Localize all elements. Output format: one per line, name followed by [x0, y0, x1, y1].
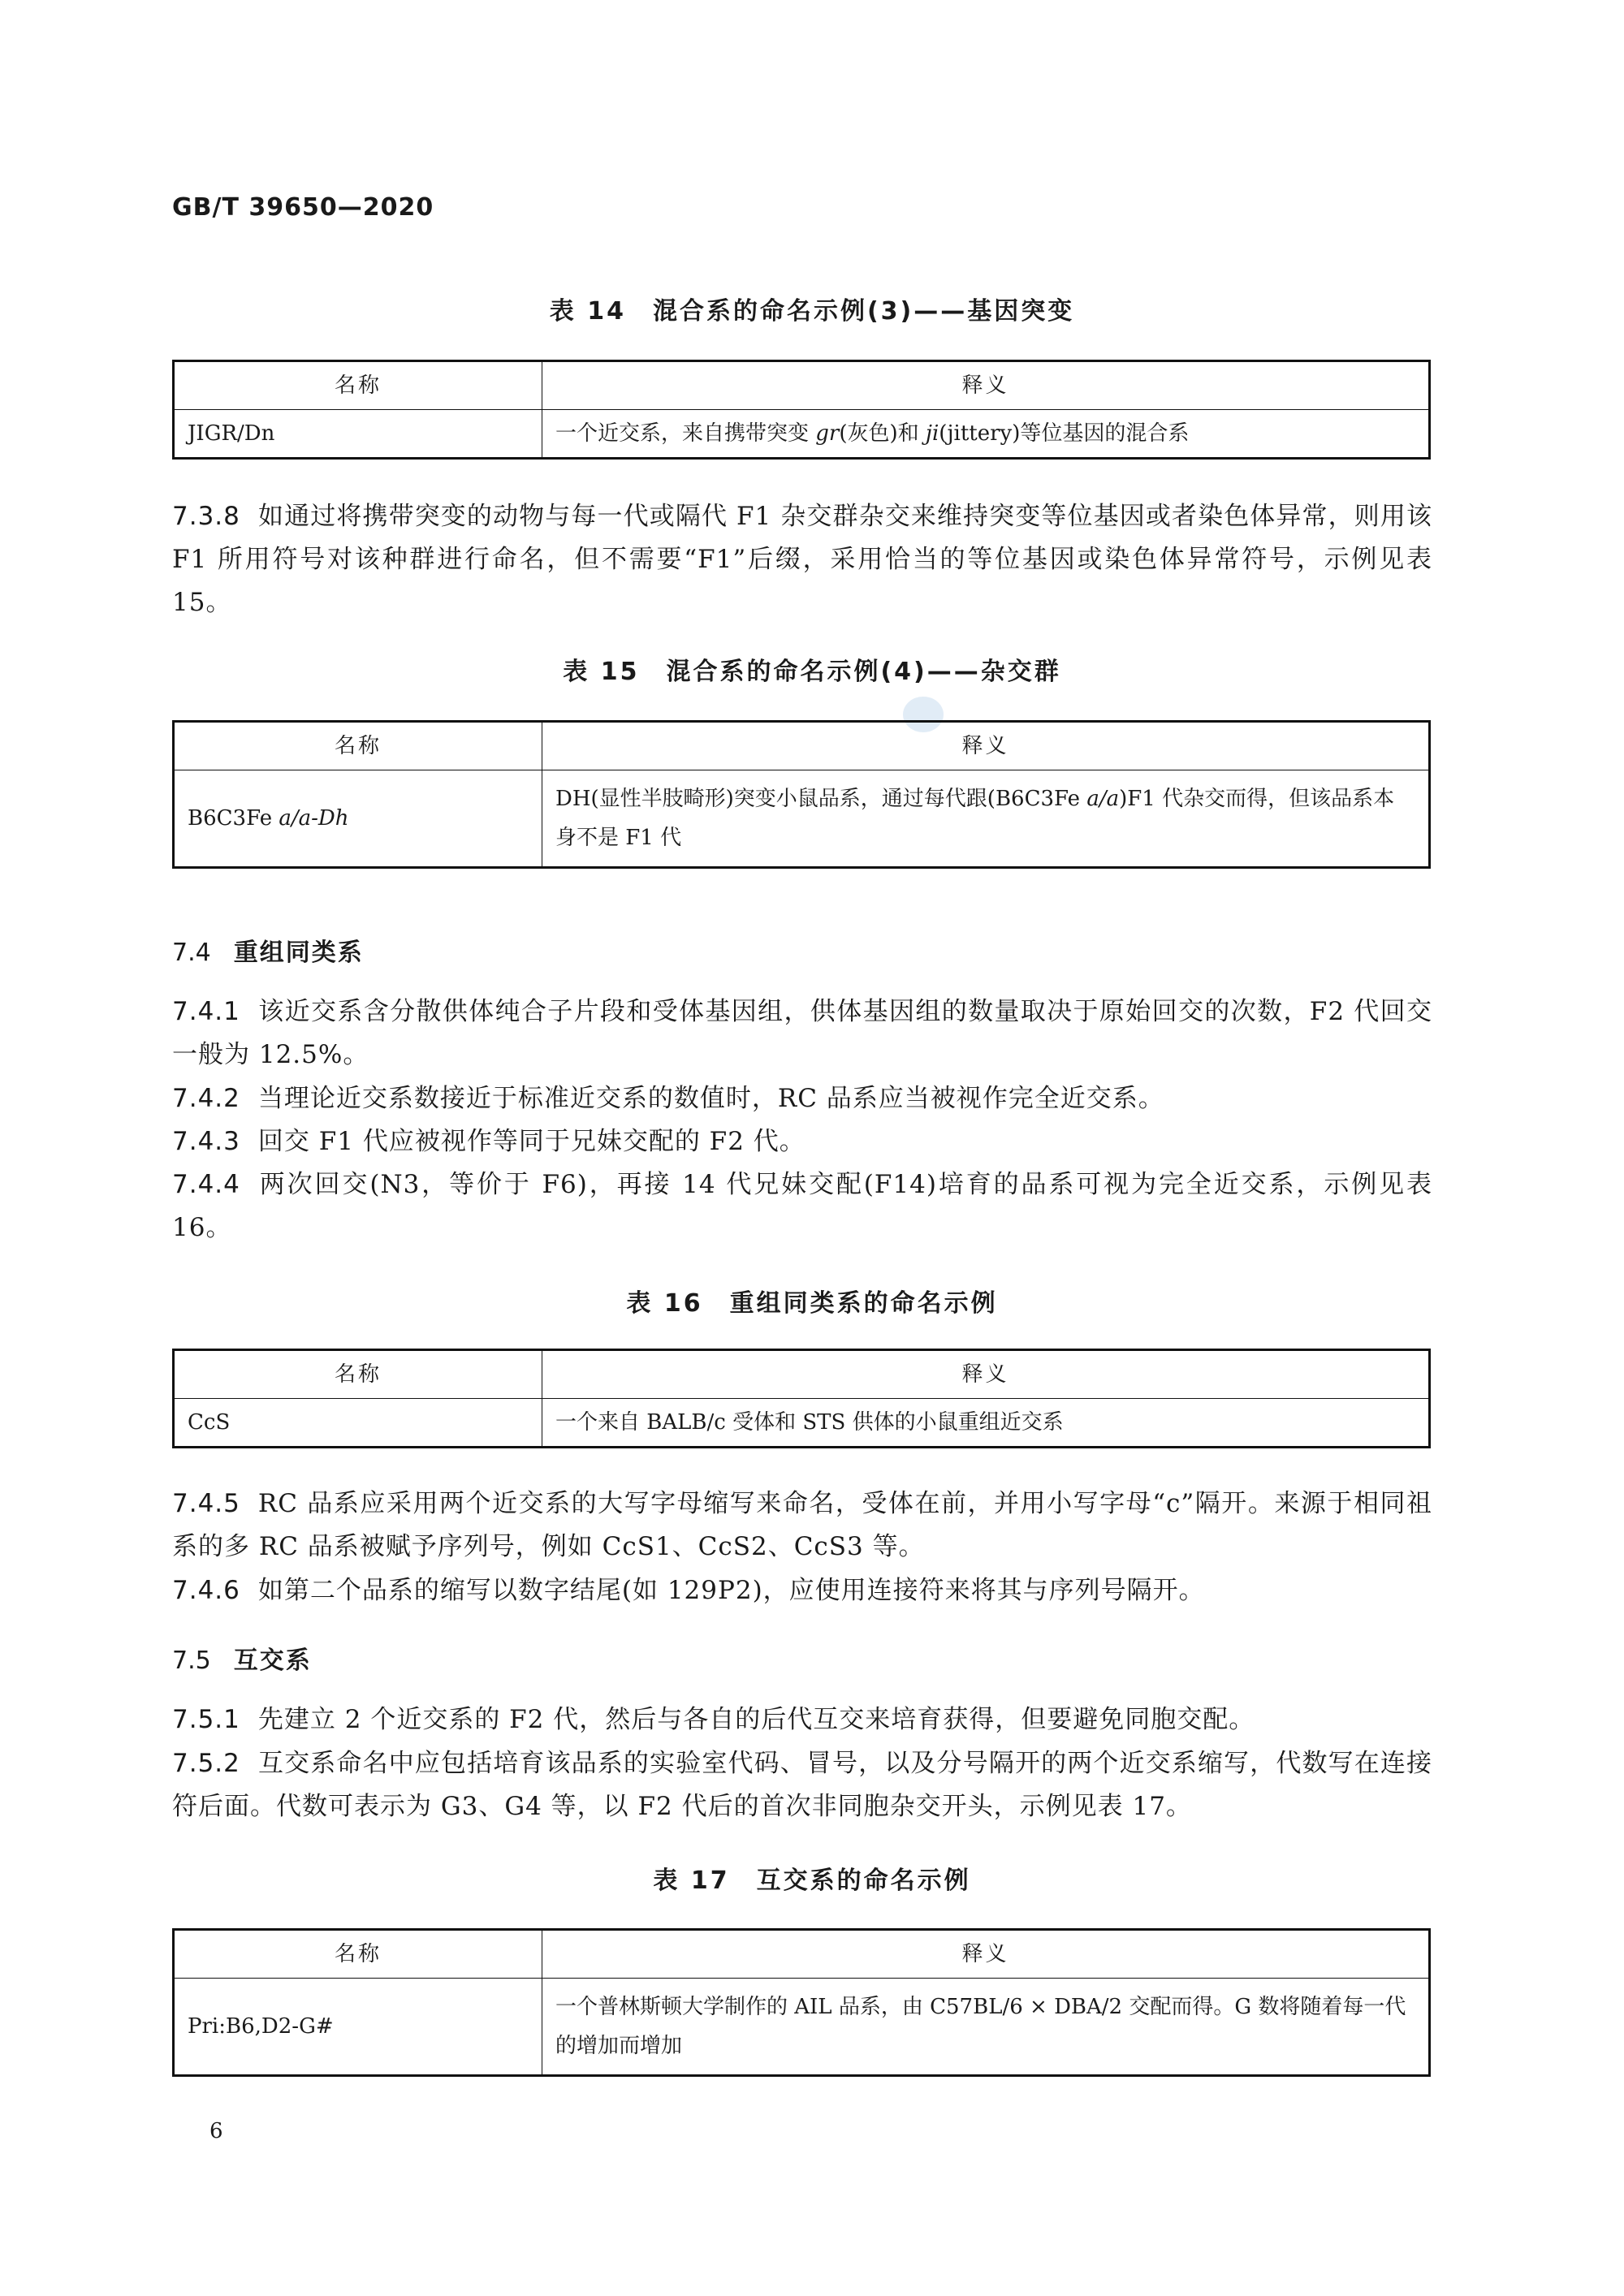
para-7-4-5: 7.4.5 RC 品系应采用两个近交系的大写字母缩写来命名，受体在前，并用小写字母“c”隔开。来源于相同祖系的多 RC 品系被赋予序列号，例如 CcS1、CcS2、CcS3 等。	[172, 1489, 1432, 1561]
table-16-caption: 表 16 重组同类系的命名示例	[626, 1289, 998, 1318]
para-7-4-6: 7.4.6 如第二个品系的缩写以数字结尾(如 129P2)，应使用连接符来将其与序列号隔开。	[172, 1576, 1205, 1605]
section-7-4-heading: 7.4 重组同类系	[172, 939, 364, 967]
cell-desc: 一个近交系，来自携带突变 gr(灰色)和 ji(jittery)等位基因的混合系	[542, 410, 1430, 459]
cell-name: CcS	[174, 1399, 542, 1448]
para-7-4-1: 7.4.1 该近交系含分散供体纯合子片段和受体基因组，供体基因组的数量取决于原始回交的次数，F2 代回交一般为 12.5%。	[172, 997, 1432, 1069]
col-desc-header: 释义	[542, 1350, 1430, 1399]
section-7-5-heading: 7.5 互交系	[172, 1646, 312, 1675]
table-15	[172, 720, 1431, 869]
page-number: 6	[209, 2119, 223, 2143]
table-header-row	[174, 722, 1430, 770]
para-7-4-2: 7.4.2 当理论近交系数接近于标准近交系的数值时，RC 品系应当被视作完全近交系。	[172, 1084, 1164, 1113]
para-7-5-2: 7.5.2 互交系命名中应包括培育该品系的实验室代码、冒号，以及分号隔开的两个近交系缩写，代数写在连接符后面。代数可表示为 G3、G4 等，以 F2 代后的首次非同胞杂交开头，示例见表 17。	[172, 1749, 1432, 1821]
col-desc-header: 释义	[542, 722, 1430, 770]
table-14	[172, 360, 1431, 460]
table-row	[174, 410, 1430, 459]
col-name-header: 名称	[174, 361, 542, 410]
table-header-row	[174, 361, 1430, 410]
col-name-header: 名称	[174, 722, 542, 770]
para-7-5-1: 7.5.1 先建立 2 个近交系的 F2 代，然后与各自的后代互交来培育获得，但要避免同胞交配。	[172, 1705, 1255, 1734]
table-row	[174, 1979, 1430, 2076]
table-row	[174, 770, 1430, 868]
table-row	[174, 1399, 1430, 1448]
cell-desc: 一个普林斯顿大学制作的 AIL 品系，由 C57BL/6 × DBA/2 交配而得。G 数将随着每一代的增加而增加	[542, 1979, 1430, 2076]
para-7-3-8: 7.3.8 如通过将携带突变的动物与每一代或隔代 F1 杂交群杂交来维持突变等位基因或者染色体异常，则用该 F1 所用符号对该种群进行命名，但不需要“F1”后缀，采用恰当的等位基因或染色体异常符号，示例见表 15。	[172, 502, 1432, 617]
cell-name: B6C3Fe a/a-Dh	[174, 770, 542, 868]
cell-desc: DH(显性半肢畸形)突变小鼠品系，通过每代跟(B6C3Fe a/a)F1 代杂交而得，但该品系本身不是 F1 代	[542, 770, 1430, 868]
standard-code: GB/T 39650—2020	[172, 193, 434, 222]
table-17-caption: 表 17 互交系的命名示例	[653, 1867, 971, 1895]
col-desc-header: 释义	[542, 1930, 1430, 1979]
cell-desc: 一个来自 BALB/c 受体和 STS 供体的小鼠重组近交系	[542, 1399, 1430, 1448]
table-header-row	[174, 1350, 1430, 1399]
table-14-caption: 表 14 混合系的命名示例(3)——基因突变	[549, 297, 1075, 326]
table-15-caption: 表 15 混合系的命名示例(4)——杂交群	[563, 658, 1061, 686]
col-desc-header: 释义	[542, 361, 1430, 410]
para-7-4-3: 7.4.3 回交 F1 代应被视作等同于兄妹交配的 F2 代。	[172, 1127, 806, 1156]
cell-name: JIGR/Dn	[174, 410, 542, 459]
table-header-row	[174, 1930, 1430, 1979]
col-name-header: 名称	[174, 1350, 542, 1399]
para-7-4-4: 7.4.4 两次回交(N3，等价于 F6)，再接 14 代兄妹交配(F14)培育的品系可视为完全近交系，示例见表 16。	[172, 1170, 1432, 1242]
table-17	[172, 1928, 1431, 2077]
table-16	[172, 1349, 1431, 1448]
col-name-header: 名称	[174, 1930, 542, 1979]
cell-name: Pri:B6,D2-G#	[174, 1979, 542, 2076]
